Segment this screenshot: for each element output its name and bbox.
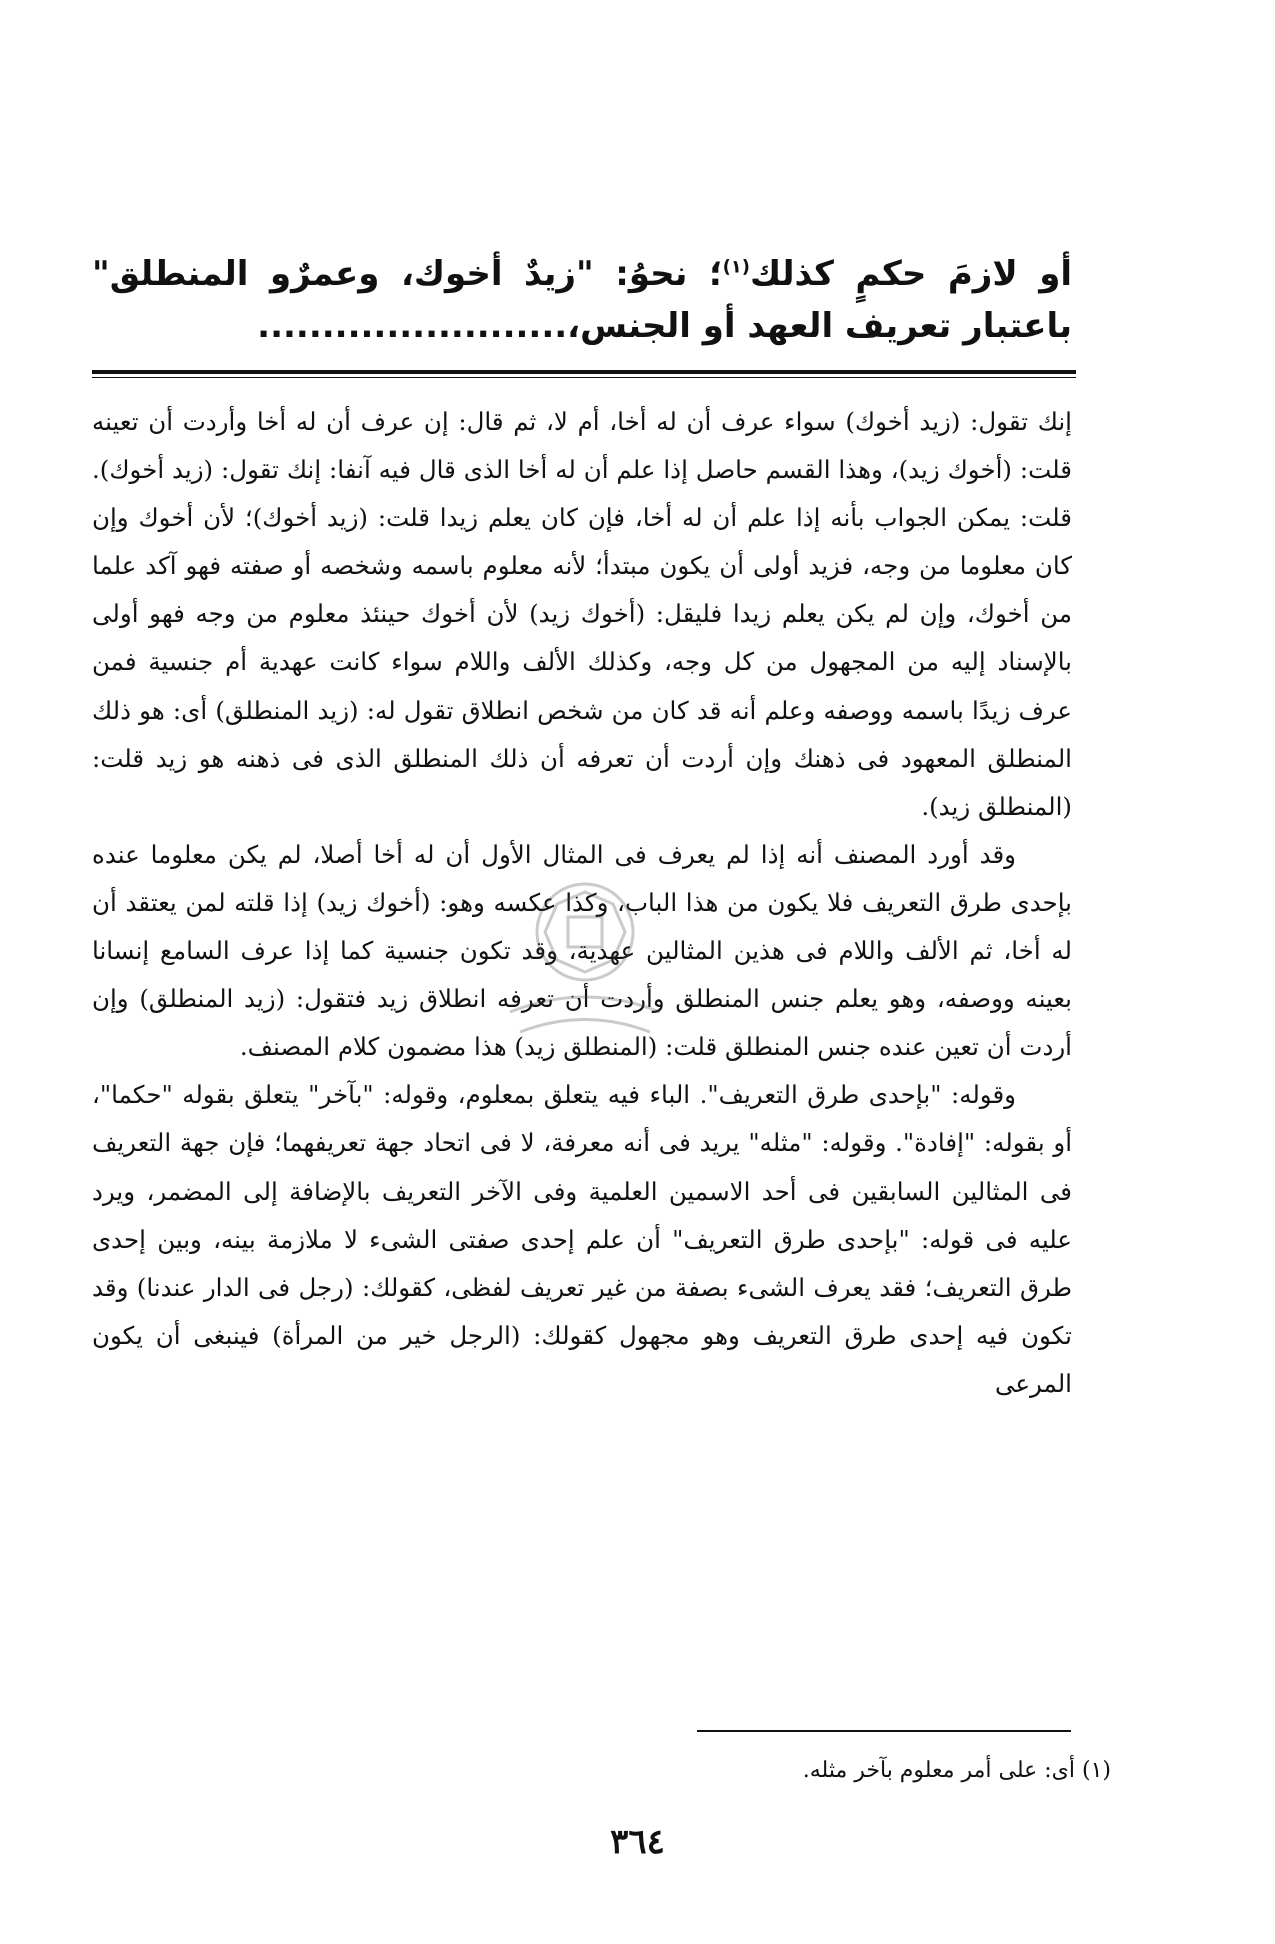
footnote — [803, 1756, 1111, 1786]
footnote-marker: (١) — [1081, 1758, 1111, 1783]
matn-text — [92, 248, 1072, 352]
footnote-reference[interactable]: (١) — [722, 256, 751, 278]
commentary-paragraph-3: وقوله: "بإحدى طرق التعريف". الباء فيه يتعلق بمعلوم، وقوله: "بآخر" يتعلق بقوله "حكما"، أو بقوله: "إفادة". وقوله: "مثله" يريد فى أنه معرفة، لا فى اتحاد جهة تعريفهما؛ فإن جهة التعريف فى المثالين السابقين فى أحد الاسمين العلمية وفى الآخر التعريف بالإضافة إلى المضمر، ويرد عليه فى قوله: "بإحدى طرق التعريف" أن علم إحدى صفتى الشىء لا ملازمة بينه، وبين إحدى طرق التعريف؛ فقد يعرف الشىء بصفة من غير تعريف لفظى، كقولك: (رجل فى الدار عندنا) وقد تكون فيه إحدى طرق التعريف وهو مجهول كقولك: (الرجل خير من المرأة) فينبغى أن يكون المرعى — [92, 1080, 1072, 1398]
page-number: ٣٦٤ — [610, 1822, 665, 1862]
section-divider-thick — [92, 370, 1076, 374]
commentary-paragraph-2: وقد أورد المصنف أنه إذا لم يعرف فى المثال الأول أن له أخا أصلا، لم يكن معلوما عنده بإحدى طرق التعريف فلا يكون من هذا الباب، وكذا عكسه وهو: (أخوك زيد) إذا قلته لمن يعتقد أن له أخا، ثم الألف واللام فى هذين المثالين عهدية، وقد تكون جنسية كما إذا عرف السامع إنسانا بعينه ووصفه، وهو يعلم جنس المنطلق وأردت أن تعرفه انطلاق زيد فتقول: (زيد المنطلق) وإن أردت أن تعين عنده جنس المنطلق قلت: (المنطلق زيد) هذا مضمون كلام المصنف. — [92, 839, 1072, 1062]
commentary-paragraph-1: إنك تقول: (زيد أخوك) سواء عرف أن له أخا، أم لا، ثم قال: إن عرف أن له أخا وأردت أن تعينه قلت: (أخوك زيد)، وهذا القسم حاصل إذا علم أن له أخا الذى قال فيه آنفا: إنك تقول: (زيد أخوك). قلت: يمكن الجواب بأنه إذا علم أن له أخا، فإن كان يعلم زيدا قلت: (زيد أخوك)؛ لأن أخوك وإن كان معلوما من وجه، فزيد أولى أن يكون مبتدأ؛ لأنه معلوم باسمه وشخصه أو صفته فهو آكد علما من أخوك، وإن لم يكن يعلم زيدا فليقل: (أخوك زيد) لأن أخوك حينئذ معلوم من وجه فهو أولى بالإسناد إليه من المجهول من كل وجه، وكذلك الألف واللام سواء كانت عهدية أم جنسية فمن عرف زيدًا باسمه ووصفه وعلم أنه قد كان من شخص انطلاق تقول له: (زيد المنطلق) أى: هو ذلك المنطلق المعهود فى ذهنك وإن أردت أن تعرفه أن ذلك المنطلق الذى فى ذهنه هو زيد قلت: (المنطلق زيد). — [92, 407, 1072, 821]
library-seal-watermark — [470, 862, 700, 1052]
footnote-divider — [697, 1730, 1071, 1732]
section-divider-thin — [92, 377, 1076, 378]
matn-text-part-2: ؛ نحوُ: "زيدٌ أخوك، وعمرٌو المنطلق" باعتبار تعريف العهد أو الجنس،........................ — [92, 254, 1072, 346]
footnote-text: أى: على أمر معلوم بآخر مثله. — [802, 1758, 1075, 1783]
matn-text-part-1: أو لازمَ حكمٍ كذلك — [750, 254, 1072, 294]
